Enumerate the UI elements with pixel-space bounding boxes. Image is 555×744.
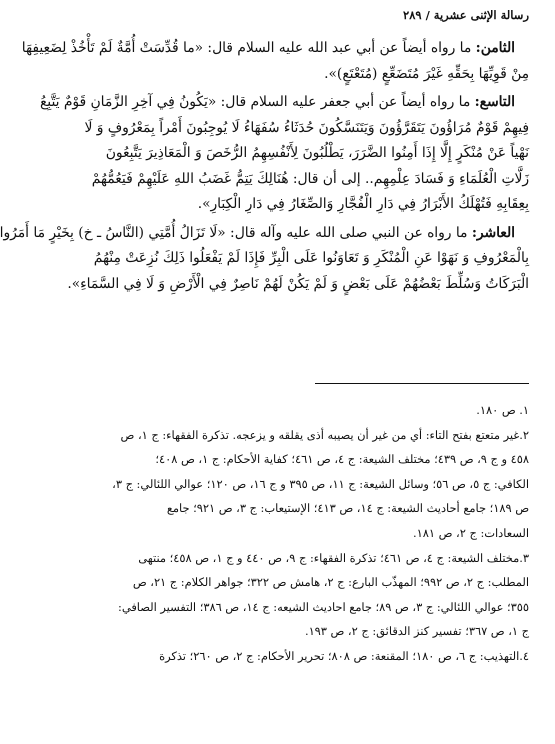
footnote-line: ٤٥٨ و ج ٩، ص ٤٣٩؛ مختلف الشيعة: ج ٤، ص ٤٦١؛ كفاية الأحكام: ج ١، ص ٤٠٨؛ <box>155 452 529 467</box>
line-text: ما رواه أيضاً عن أبي عبد الله عليه السلام قال: «ما قُدِّسَتْ أُمَّةٌ لَمْ تَأْخُذْ لِضَعِيفِهَا <box>21 40 476 56</box>
text-line <box>21 36 529 62</box>
running-header: رسالة الإثنى عشرية / ٢٨٩ <box>403 8 529 22</box>
footnote-line: ٣.مختلف الشيعة: ج ٤، ص ٤٦١؛ تذكرة الفقهاء: ج ٩، ص ٤٤٠ و ج ١، ص ٤٥٨؛ منتهى <box>138 550 529 565</box>
footnote-line: ٣٥٥؛ عوالي اللئالي: ج ٣، ص ٨٩؛ جامع احاديث الشيعه: ج ١٤، ص ٣٨٦؛ التفسير الصافي: <box>117 599 529 614</box>
footnotes <box>75 398 529 669</box>
footnote-line: المطلب: ج ٢، ص ٩٩٢؛ المهذّب البارع: ج ٢، هامش ص ٣٢٢؛ جواهر الكلام: ج ٢١، ص <box>132 575 529 590</box>
footnote-line: ص ١٨٩؛ جامع أحاديث الشيعة: ج ١٤، ص ٤١٣؛ الإستيعاب: ج ٣، ص ٩٢١؛ جامع <box>166 501 529 516</box>
paragraph-eighth <box>21 36 529 87</box>
line-text: ما رواه عن النبي صلى الله عليه وآله قال: «لَا تَزَالُ أُمَّتِي (النَّاسُ ـ خ) بِخَيْرٍ مَا أَمَرُوا <box>0 224 472 241</box>
paragraph-lead: الثامن: <box>475 40 515 56</box>
line-text: ما رواه أيضاً عن أبي جعفر عليه السلام قال: «يَكُونُ فِي آخِرِ الزَّمَانِ قَوْمٌ يَتَّبِعُ <box>39 94 475 110</box>
paragraph-lead: التاسع: <box>474 94 515 110</box>
paragraph-tenth <box>0 221 529 298</box>
text-line: بِعِقَابِهِ فَتُهْلَكُ الأَبْرَارُ فِي دَارِ الْفُجَّارِ وَالصِّغَارُ فِي دَارِ الْكِبَارِ». <box>197 196 529 212</box>
footnote-line: الكافي: ج ٥، ص ٥٦؛ وسائل الشيعة: ج ١١، ص ٣٩٥ و ج ١٦، ص ١٢٠؛ عوالي اللئالي: ج ٣، <box>112 476 529 491</box>
footnote-divider <box>315 383 529 384</box>
text-line: الْبَرَكَاتُ وَسُلِّطَ بَعْضُهُمْ عَلَى بَعْضٍ وَ لَمْ يَكُنْ لَهُمْ نَاصِرٌ فِي الْأَرْضِ وَ لَا فِي السَّمَاءِ». <box>67 275 529 292</box>
text-line: مِنْ قَوِيِّهَا بِحَقِّهِ غَيْرَ مُتَضَعِّعٍ (مُتَعْتَعٍ)». <box>324 65 529 82</box>
paragraph-lead: العاشر: <box>471 224 515 241</box>
footnote-line: ٤.التهذيب: ج ٦، ص ١٨٠؛ المقنعة: ص ٨٠٨؛ تحرير الأحكام: ج ٢، ص ٢٦٠؛ تذكرة <box>159 648 529 663</box>
footnote-line: ١. ص ١٨٠. <box>476 403 529 417</box>
footnote-line: ج ١، ص ٣٦٧؛ تفسير كنز الدقائق: ج ٢، ص ١٩٣. <box>304 624 529 639</box>
text-line: فِيهِمْ قَوْمٌ مُرَاؤُونَ يَتَقَرَّؤُونَ وَيَتَنَسَّكُونَ حُدَثَاءُ سُفَهَاءُ لَا يُوجِبُونَ أَمْراً بِمَعْرُوفٍ وَ لَا <box>84 119 529 136</box>
main-text <box>0 36 529 300</box>
text-line <box>39 90 529 116</box>
text-line <box>0 221 529 247</box>
paragraph-ninth <box>39 90 529 218</box>
text-line: زَلَّاتِ الْعُلَمَاءِ وَ فَسَادَ عِلْمِهِم.. إلى أن قال: هُنَالِكَ يَتِمُّ غَضَبُ اللهِ عَلَيْهِمْ فَيَعُمُّهُمْ <box>91 170 529 187</box>
footnote-line: ٢.غير متعتع بفتح التاء: أي من غير أن يصيبه أذى يقلقه و يزعجه. تذكرة الفقهاء: ج ١، ص <box>120 427 529 442</box>
footnote-line: السعادات: ج ٢، ص ١٨١. <box>413 525 529 540</box>
text-line: نَهْياً عَنْ مُنْكَرٍ إِلَّا إِذَا أَمِنُوا الضَّرَرَ، يَطْلُبُونَ لِأَنْفُسِهِمُ الرُّخَصَ وَ الْمَعَاذِيرَ يَتَّبِعُونَ <box>105 145 529 161</box>
text-line: بِالْمَعْرُوفِ وَ نَهَوْا عَنِ الْمُنْكَرِ وَ تَعَاوَنُوا عَلَى الْبِرِّ فَإِذَا لَمْ يَفْعَلُوا ذَلِكَ نُزِعَتْ مِنْهُمُ <box>93 250 529 266</box>
